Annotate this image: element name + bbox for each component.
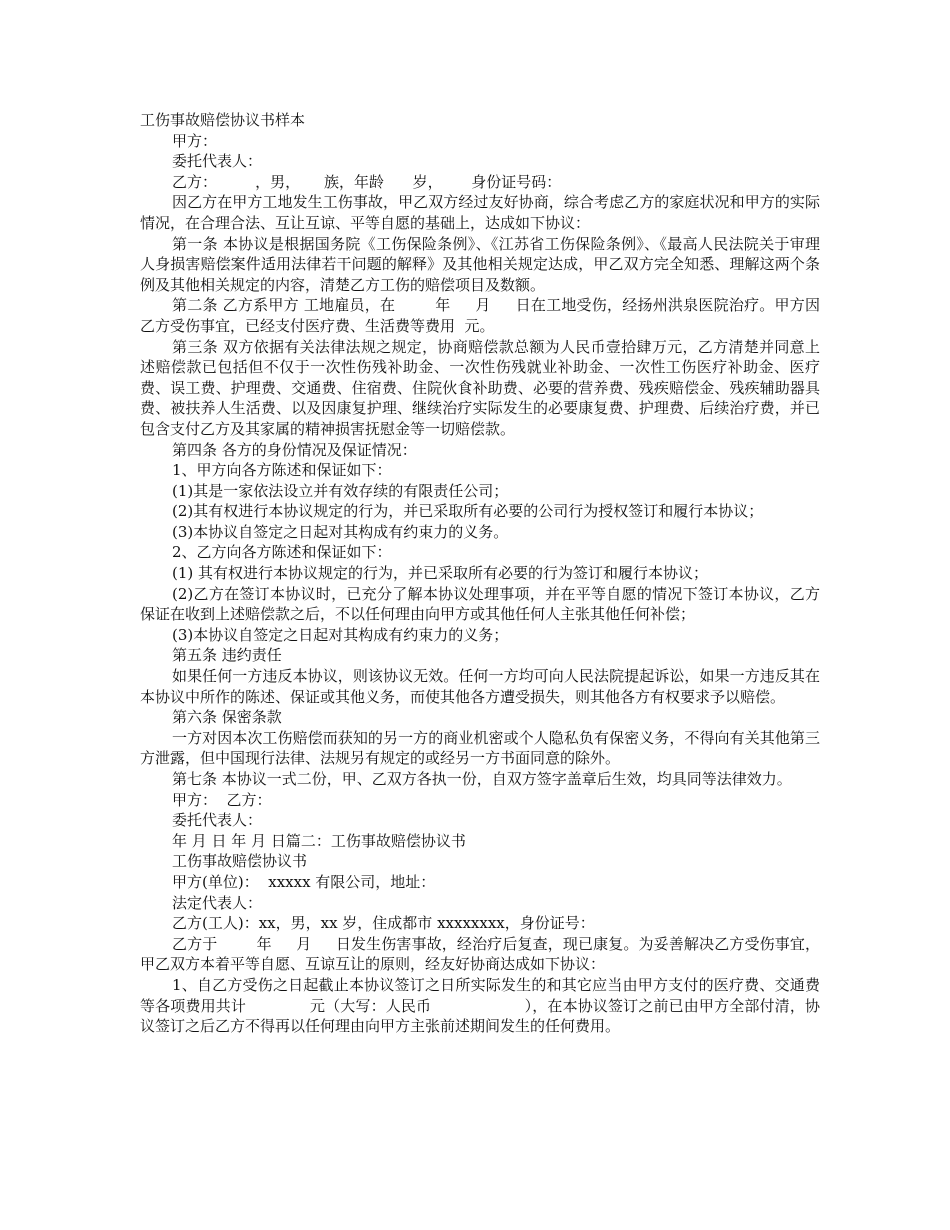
paragraph-article-4-1-3: (3)本协议自签定之日起对其构成有约束力的义务。 xyxy=(172,522,509,541)
paragraph-article-4-2-2: (2)乙方在签订本协议时，已充分了解本协议处理事项，并在平等自愿的情况下签订本协议，乙方保证在收到上述赔偿款之后，不以任何理由向甲方或其他任何人主张其他任何补偿； xyxy=(140,584,820,624)
paragraph-article-4-1-1: (1)其是一家依法设立并有效存续的有限责任公司； xyxy=(172,481,509,500)
paragraph-article-5-body: 如果任何一方违反本协议，则该协议无效。任何一方均可向人民法院提起诉讼，如果一方违反其在本协议中所作的陈述、保证或其他义务，而使其他各方遭受损失，则其他各方有权要求予以赔偿。 xyxy=(140,667,820,706)
paragraph-employer: 甲方(单位)： xxxxx 有限公司，地址： xyxy=(172,872,436,891)
paragraph-article-6-body: 一方对因本次工伤赔偿而获知的另一方的商业机密或个人隐私负有保密义务，不得向有关其他第三方泄露，但中国现行法律、法规另有规定的或经另一方书面同意的除外。 xyxy=(140,728,820,768)
paragraph-article-4-1: 1、甲方向各方陈述和保证如下： xyxy=(172,461,392,480)
paragraph-article-4: 第四条 各方的身份情况及保证情况： xyxy=(172,440,417,459)
paragraph-delegate-2: 委托代表人： xyxy=(172,811,263,830)
paragraph-article-2: 第二条 乙方系甲方 工地雇员，在 年 月 日在工地受伤，经扬州洪泉医院治疗。甲方因乙方受伤事宜，已经支付医疗费、生活费等费用 元。 xyxy=(140,296,820,335)
paragraph-clause-1: 1、自乙方受伤之日起截止本协议签订之日所实际发生的和其它应当由甲方支付的医疗费、交通费等各项费用共计 元（大写：人民币 ），在本协议签订之前已由甲方全部付清，协议签订之后乙方不得再以任何理由向甲方主张前述期间发生的任何费用。 xyxy=(140,975,820,1036)
paragraph-article-7: 第七条 本协议一式二份，甲、乙双方各执一份，自双方签字盖章后生效，均具同等法律效力。 xyxy=(172,770,792,788)
paragraph-article-6: 第六条 保密条款 xyxy=(172,708,282,727)
document-title: 工伤事故赔偿协议书样本 xyxy=(140,111,306,129)
paragraph-article-1: 第一条 本协议是根据国务院《工伤保险条例》、《江苏省工伤保险条例》、《最高人民法院关于审理人身损害赔偿案件适用法律若干问题的解释》及其他相关规定达成，甲乙双方完全知悉、理解这两个条例及其他相关规定的内容，清楚乙方工伤的赔偿项目及数额。 xyxy=(140,234,820,294)
paragraph-article-4-2: 2、乙方向各方陈述和保证如下： xyxy=(172,543,392,562)
paragraph-article-5: 第五条 违约责任 xyxy=(172,646,282,665)
paragraph-dates-chapter-2: 年 月 日 年 月 日篇二：工伤事故赔偿协议书 xyxy=(172,831,466,850)
paragraph-article-3: 第三条 双方依据有关法律法规之规定，协商赔偿款总额为人民币壹拾肆万元，乙方清楚并同意上述赔偿款已包括但不仅于一次性伤残补助金、一次性伤残就业补助金、一次性工伤医疗补助金、医疗费、误工费、护理费、交通费、住宿费、住院伙食补助费、必要的营养费、残疾赔偿金、残疾辅助器具费、被扶养人生活费、以及因康复护理、继续治疗实际发生的必要康复费、护理费、后续治疗费，并已包含支付乙方及其家属的精神损害抚慰金等一切赔偿款。 xyxy=(140,337,820,438)
paragraph-signatures: 甲方： 乙方： xyxy=(172,790,272,809)
paragraph-worker: 乙方(工人)：xx，男，xx 岁，住成都市 xxxxxxxx，身份证号： xyxy=(172,914,595,933)
paragraph-delegate: 委托代表人： xyxy=(172,152,263,171)
paragraph-article-4-2-3: (3)本协议自签定之日起对其构成有约束力的义务； xyxy=(172,625,509,644)
paragraph-party-b: 乙方： ，男， 族，年龄 岁， 身份证号码： xyxy=(172,172,562,191)
paragraph-party-a: 甲方： xyxy=(172,131,218,150)
paragraph-legal-rep: 法定代表人： xyxy=(172,893,263,912)
paragraph-preamble: 因乙方在甲方工地发生工伤事故，甲乙双方经过友好协商，综合考虑乙方的家庭状况和甲方的实际情况，在合理合法、互让互谅、平等自愿的基础上，达成如下协议： xyxy=(140,193,820,232)
paragraph-incident: 乙方于 年 月 日发生伤害事故，经治疗后复查，现已康复。为妥善解决乙方受伤事宜，甲乙双方本着平等自愿、互谅互让的原则，经友好协商达成如下协议： xyxy=(140,934,820,974)
paragraph-article-4-2-1: (1) 其有权进行本协议规定的行为，并已采取所有必要的行为签订和履行本协议； xyxy=(172,564,709,583)
paragraph-chapter-2-title: 工伤事故赔偿协议书 xyxy=(172,852,308,871)
document-body xyxy=(140,110,820,1037)
paragraph-article-4-1-2: (2)其有权进行本协议规定的行为，并已采取所有必要的公司行为授权签订和履行本协议； xyxy=(172,502,764,521)
